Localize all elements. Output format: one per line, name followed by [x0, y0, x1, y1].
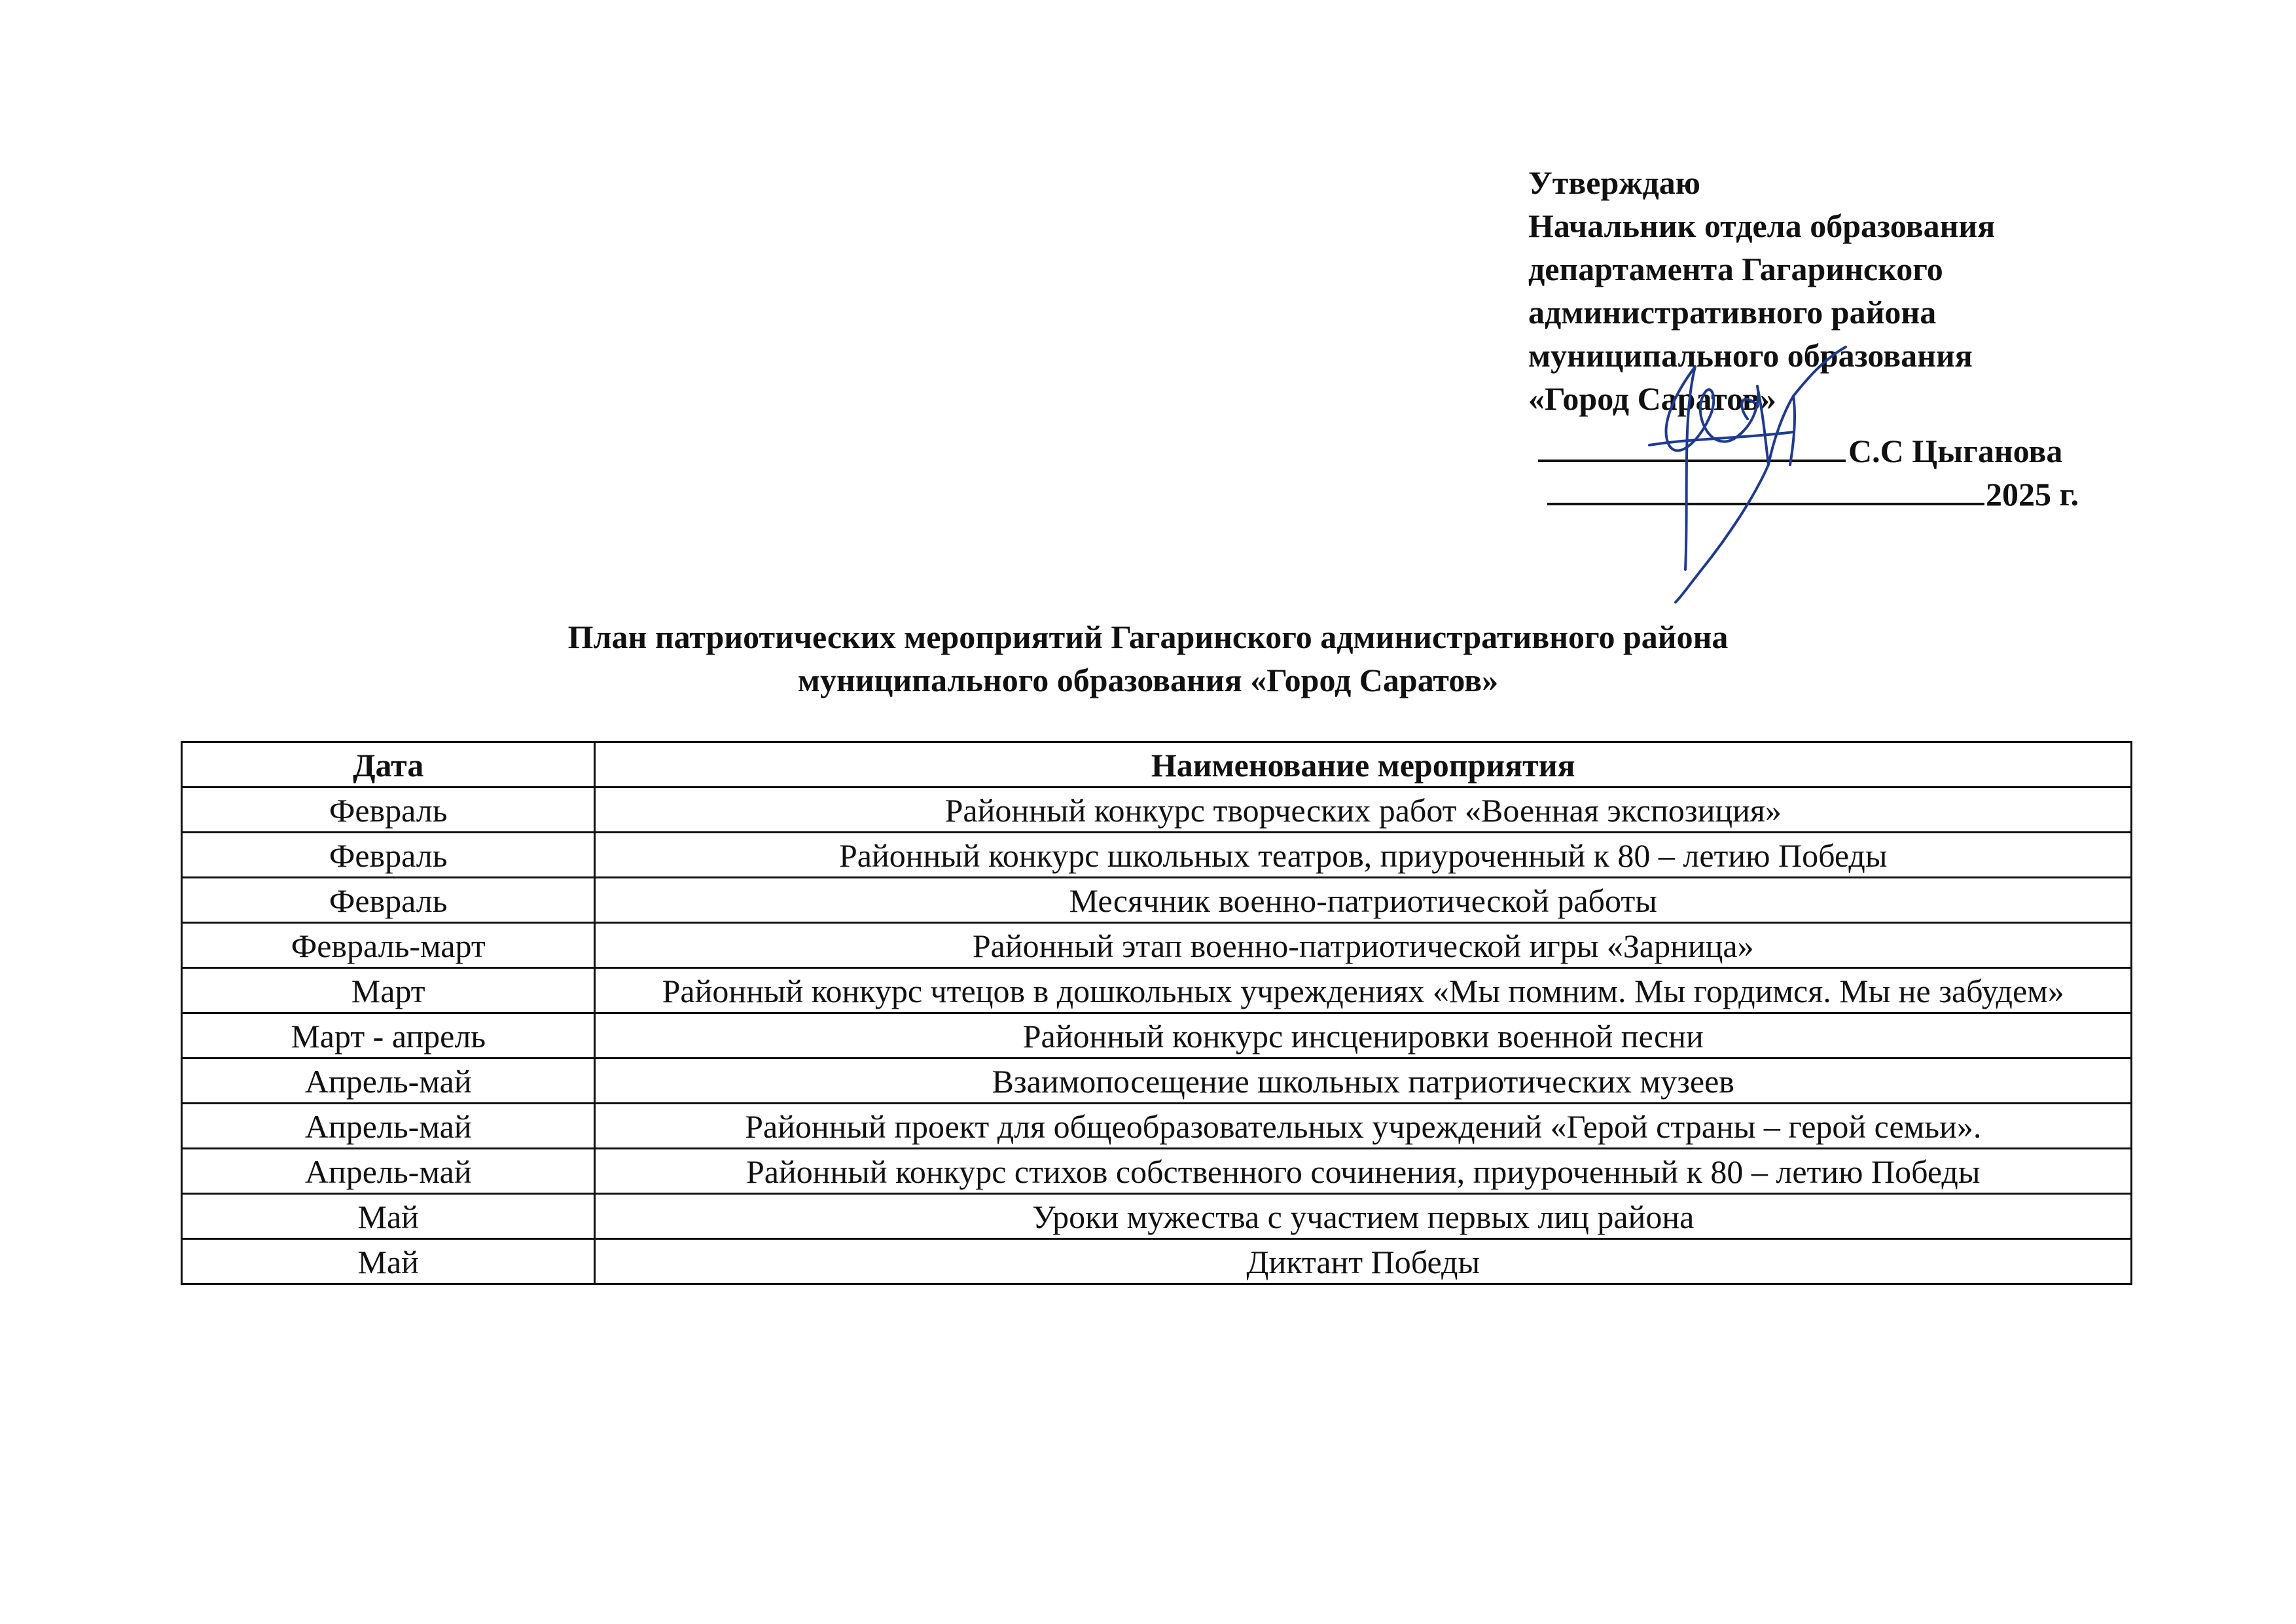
row-date: Февраль [182, 787, 595, 833]
approval-line-3: департамента Гагаринского [1528, 251, 1943, 287]
header-event-name: Наименование мероприятия [595, 742, 2132, 787]
row-event-name: Диктант Победы [595, 1239, 2132, 1284]
handwritten-signature [1597, 340, 1898, 615]
table-row [182, 1104, 2132, 1149]
row-event-name: Районный проект для общеобразовательных учреждений «Герой страны – герой семьи». [595, 1104, 2132, 1149]
row-event-name: Районный этап военно-патриотической игры «Зарница» [595, 923, 2132, 968]
events-table [181, 741, 2132, 1285]
row-date: Март [182, 968, 595, 1013]
table-row [182, 878, 2132, 923]
table-row [182, 833, 2132, 878]
approval-year: 2025 г. [1986, 476, 2079, 513]
row-date: Апрель-май [182, 1104, 595, 1149]
row-date: Апрель-май [182, 1058, 595, 1104]
table-row [182, 1194, 2132, 1239]
table-row [182, 1058, 2132, 1104]
row-date: Февраль [182, 878, 595, 923]
row-event-name: Районный конкурс инсценировки военной песни [595, 1013, 2132, 1058]
row-event-name: Районный конкурс творческих работ «Военная экспозиция» [595, 787, 2132, 833]
row-event-name: Районный конкурс чтецов в дошкольных учреждениях «Мы помним. Мы гордимся. Мы не забудем» [595, 968, 2132, 1013]
approval-line-1: Утверждаю [1528, 164, 1701, 201]
approval-line-5: муниципального образования [1528, 337, 1973, 374]
approval-line-6: «Город Саратов» [1528, 380, 1776, 417]
row-date: Март - апрель [182, 1013, 595, 1058]
approval-line-2: Начальник отдела образования [1528, 208, 1996, 244]
row-date: Февраль-март [182, 923, 595, 968]
table-row [182, 1239, 2132, 1284]
title-line-1: План патриотических мероприятий Гагаринского административного района [567, 619, 1729, 655]
approval-line-4: административного района [1528, 294, 1937, 331]
table-row [182, 923, 2132, 968]
signatory-name: С.С Цыганова [1848, 433, 2063, 469]
row-event-name: Районный конкурс школьных театров, приуроченный к 80 – летию Победы [595, 833, 2132, 878]
row-event-name: Районный конкурс стихов собственного сочинения, приуроченный к 80 – летию Победы [595, 1149, 2132, 1194]
row-date: Февраль [182, 833, 595, 878]
row-event-name: Уроки мужества с участием первых лиц района [595, 1194, 2132, 1239]
row-event-name: Месячник военно-патриотической работы [595, 878, 2132, 923]
header-date: Дата [182, 742, 595, 787]
table-header-row [182, 742, 2132, 787]
table-row [182, 787, 2132, 833]
row-date: Май [182, 1194, 595, 1239]
table-row [182, 1149, 2132, 1194]
title-line-2: муниципального образования «Город Саратов» [797, 662, 1499, 698]
document-title [0, 615, 2296, 702]
row-date: Май [182, 1239, 595, 1284]
row-event-name: Взаимопосещение школьных патриотических музеев [595, 1058, 2132, 1104]
table-row [182, 1013, 2132, 1058]
row-date: Апрель-май [182, 1149, 595, 1194]
table-row [182, 968, 2132, 1013]
